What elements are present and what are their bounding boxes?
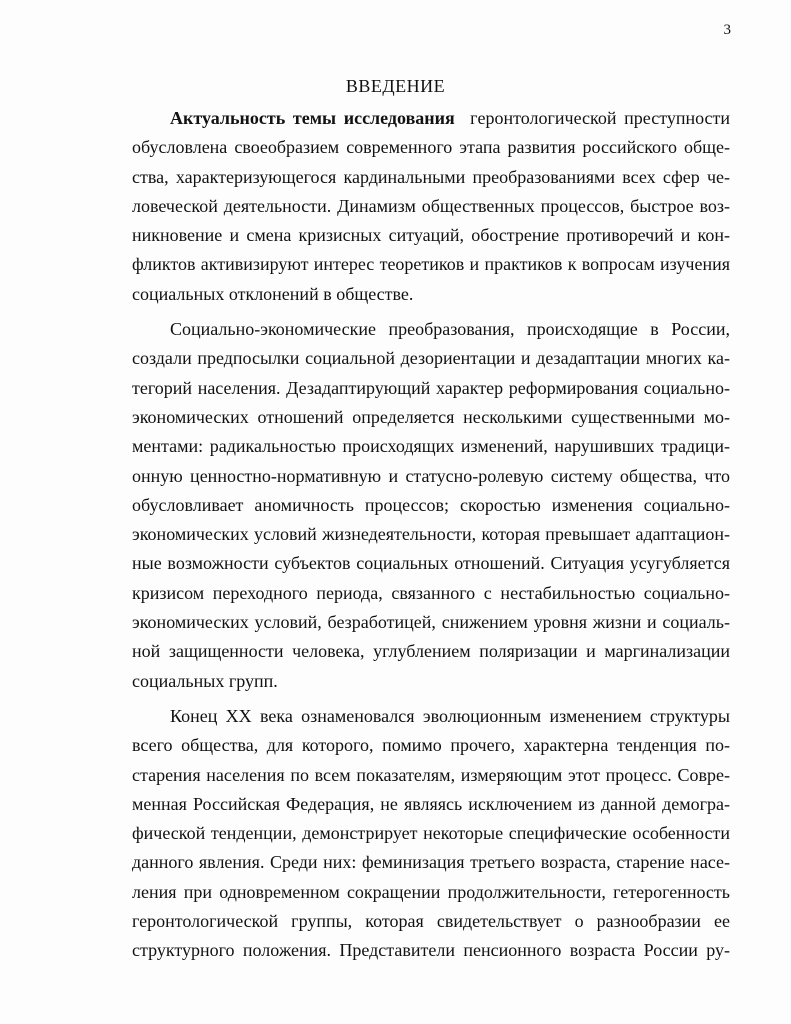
paragraph-1	[132, 104, 730, 309]
paragraph-line: онную ценностно-нормативную и статусно-ролевую систему общества, что	[132, 465, 730, 486]
paragraph-line: данного явления. Среди них: феминизация третьего возраста, старение насе-	[132, 852, 730, 873]
paragraph-line: структурного положения. Представители пенсионного возраста России ру-	[132, 940, 730, 961]
paragraph-line: кризисом переходного периода, связанного с нестабильностью социально-	[132, 582, 730, 603]
paragraph-line: Конец XX века ознаменовался эволюционным изменением структуры	[170, 705, 730, 726]
paragraph-line: обусловлена своеобразием современного этапа развития российского обще-	[132, 137, 730, 158]
paragraph-line: ловеческой деятельности. Динамизм общественных процессов, быстрое воз-	[132, 195, 730, 216]
paragraph-line: Социально-экономические преобразования, происходящие в России,	[170, 319, 730, 340]
body-text	[132, 104, 730, 972]
paragraph-1-line-1	[132, 104, 730, 133]
paragraph-line: экономических условий, безработицей, снижением уровня жизни и социаль-	[132, 612, 730, 633]
paragraph-line: обусловливает аномичность процессов; скоростью изменения социально-	[132, 494, 730, 515]
paragraph-line: никновение и смена кризисных ситуаций, обострение противоречий и кон-	[132, 225, 730, 246]
bold-lead-text: Актуальность темы исследования	[170, 108, 455, 128]
paragraph-line: фликтов активизируют интерес теоретиков и практиков к вопросам изучения	[132, 254, 730, 275]
paragraph-3	[132, 702, 730, 966]
paragraph-line: социальных отклонений в обществе.	[132, 283, 414, 304]
paragraph-line: экономических условий жизнедеятельности, которая превышает адаптацион-	[132, 524, 730, 545]
paragraph-line: ной защищенности человека, углублением поляризации и маргинализации	[132, 641, 730, 662]
page-number: 3	[723, 22, 731, 38]
paragraph-line-text: гeронтологической преступности	[470, 108, 731, 128]
section-heading: ВВЕДЕНИЕ	[345, 76, 446, 96]
paragraph-line: геронтологической группы, которая свидетельствует о разнообразии ее	[132, 911, 730, 932]
paragraph-line: ментами: радикальностью происходящих изменений, нарушивших традици-	[132, 436, 730, 457]
paragraph-line: ные возможности субъектов социальных отношений. Ситуация усугубляется	[132, 553, 730, 574]
paragraph-line: ления при одновременном сокращении продолжительности, гетерогенность	[132, 881, 730, 902]
paragraph-line: экономических отношений определяется несколькими существенными мо-	[132, 406, 730, 427]
paragraph-line: старения населения по всем показателям, измеряющим этот процесс. Совре-	[132, 764, 730, 785]
paragraph-line: социальных групп.	[132, 670, 278, 691]
paragraph-line: фической тенденции, демонстрирует некоторые специфические особенности	[132, 823, 730, 844]
paragraph-line: создали предпосылки социальной дезориентации и дезадаптации многих ка-	[132, 348, 730, 369]
paragraph-line: менная Российская Федерация, не являясь исключением из данной демогра-	[132, 793, 730, 814]
paragraph-line: тегорий населения. Дезадаптирующий характер реформирования социально-	[132, 377, 730, 398]
paragraph-line: ства, характеризующегося кардинальными преобразованиями всех сфер че-	[132, 166, 730, 187]
paragraph-2	[132, 315, 730, 696]
paragraph-line: всего общества, для которого, помимо прочего, характерна тенденция по-	[132, 735, 730, 756]
